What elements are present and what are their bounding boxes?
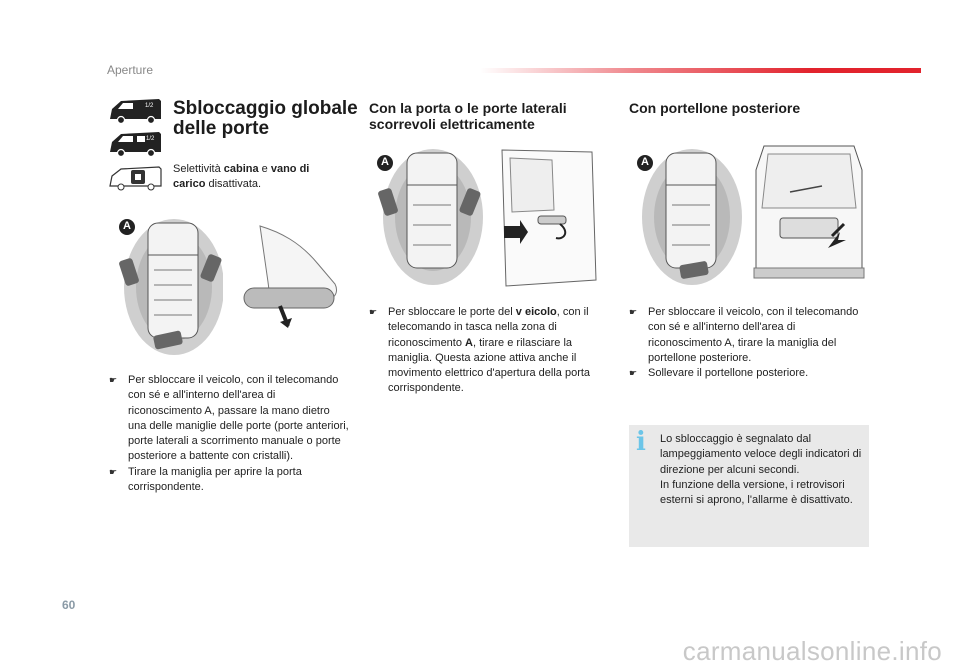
svg-text:1/2: 1/2 (146, 136, 155, 142)
van-cab-icon (107, 130, 163, 158)
section-title-global-unlock: Sbloccaggio globale delle porte (173, 98, 358, 139)
section-header: Aperture (107, 63, 154, 77)
watermark: carmanualsonline.info (682, 636, 942, 666)
zone-a-label: A (381, 156, 389, 168)
svg-text:1/2: 1/2 (145, 103, 154, 109)
list-item: ☛ Per sbloccare il veicolo, con il telecomando con sé e all'interno dell'area di riconoscimento A, tirare la maniglia del portellone posteriore. (629, 305, 869, 366)
global-unlock-steps (109, 373, 349, 495)
tailgate-steps (629, 305, 869, 381)
sliding-door-figure (492, 140, 607, 295)
zone-a-label: A (641, 156, 649, 168)
tailgate-figure (750, 140, 868, 288)
list-item: ☛ Tirare la maniglia per aprire la porta corrispondente. (109, 465, 349, 496)
page-number: 60 (62, 598, 76, 612)
header-rule (480, 68, 921, 73)
selectivity-note: Selettività cabina e vano di carico disattivata. (173, 163, 310, 191)
list-item: ☛ Per sbloccare le porte del v eicolo, con il telecomando in tasca nella zona di riconoscimento A, tirare e rilasciare la maniglia. Questa azione attiva anche il movimento elettrico d'apertura della porta corrispondente. (369, 306, 591, 395)
section-title-tailgate: Con portellone posteriore (629, 100, 801, 116)
section-title-sliding-doors: Con la porta o le porte laterali scorrevoli elettricamente (369, 100, 567, 132)
recognition-zone-figure (118, 215, 223, 357)
hand-pointer-icon: ☛ (369, 307, 378, 317)
van-icon (107, 97, 163, 125)
list-item: ☛ Per sbloccare il veicolo, con il telecomando con sé e all'interno dell'area di riconoscimento A, passare la mano dietro una delle maniglie delle porte (porte anteriori, porte laterali a scorrimento manuale o porte posteriore a battente con cristalli). (109, 373, 349, 465)
sliding-doors-steps (369, 305, 609, 397)
info-text: Lo sbloccaggio è segnalato dal lampeggiamento veloce degli indicatori di direzione per alcuni secondi. In funzione della versione, i retrovisori esterni si aprono, l'allarme è disattivato. (660, 433, 862, 507)
list-item: ☛ Sollevare il portellone posteriore. (629, 366, 869, 381)
hand-handle-figure (240, 222, 355, 332)
info-icon: i (636, 427, 646, 457)
zone-a-label: A (123, 220, 131, 232)
van-lock-icon (107, 165, 163, 191)
